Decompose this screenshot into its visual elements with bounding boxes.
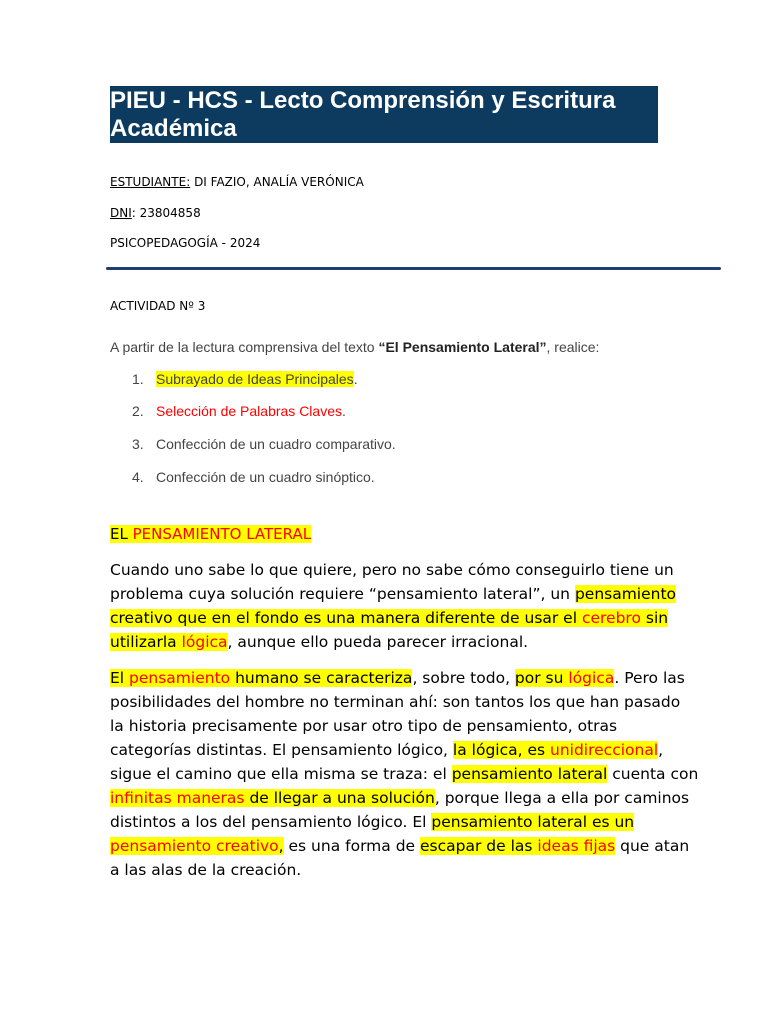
keyword-text: cerebro bbox=[581, 609, 641, 627]
text-run: , porque llega a ella por caminos bbox=[434, 789, 690, 807]
task-number: 3. bbox=[132, 436, 144, 452]
text-line bbox=[110, 858, 670, 882]
highlighted-text: El bbox=[110, 669, 130, 687]
text-line bbox=[110, 714, 670, 738]
text-line bbox=[110, 786, 690, 810]
task-item bbox=[132, 436, 396, 452]
task-end: . bbox=[353, 371, 358, 387]
highlighted-text: pensamiento lateral es un bbox=[431, 813, 635, 831]
intro-text: A partir de la lectura comprensiva del texto bbox=[110, 339, 379, 355]
dni-value: : 23804858 bbox=[131, 206, 201, 220]
highlighted-text: escapar de las bbox=[420, 837, 538, 855]
text-line bbox=[110, 738, 670, 762]
reading-heading bbox=[110, 524, 311, 544]
task-text: Subrayado de Ideas Principales bbox=[156, 371, 354, 387]
keyword-text: unidireccional bbox=[550, 741, 659, 759]
text-run: problema cuya solución requiere “pensamiento lateral”, un bbox=[110, 585, 575, 603]
highlighted-text: utilizarla bbox=[110, 633, 182, 651]
task-item bbox=[132, 371, 358, 387]
document-title bbox=[110, 86, 658, 143]
keyword-text: infinitas maneras bbox=[110, 789, 245, 807]
text-run: a las alas de la creación. bbox=[110, 861, 302, 879]
text-run: distintos a los del pensamiento lógico. El bbox=[110, 813, 432, 831]
text-run: cuenta con bbox=[607, 765, 699, 783]
keyword-text: lógica bbox=[568, 669, 615, 687]
task-text: Confección de un cuadro comparativo. bbox=[156, 436, 396, 452]
intro-text-end: , realice: bbox=[546, 339, 600, 355]
text-run: la historia precisamente por usar otro tipo de pensamiento, otras bbox=[110, 717, 618, 735]
text-line bbox=[110, 666, 685, 690]
heading-el: EL bbox=[110, 525, 133, 543]
highlighted-text: de llegar a una solución bbox=[244, 789, 435, 807]
task-number: 4. bbox=[132, 469, 144, 485]
highlighted-text: por su bbox=[514, 669, 569, 687]
text-run: posibilidades del hombre no terminan ahí: son tantos los que han pasado bbox=[110, 693, 681, 711]
highlighted-text: pensamiento lateral bbox=[451, 765, 608, 783]
section-divider bbox=[106, 267, 721, 270]
highlighted-text: sin bbox=[640, 609, 669, 627]
keyword-text: pensamiento creativo bbox=[110, 837, 279, 855]
text-run: . Pero las bbox=[614, 669, 685, 687]
student-line bbox=[110, 175, 364, 189]
title-line-2: Académica bbox=[110, 115, 237, 142]
highlighted-text: , bbox=[278, 837, 284, 855]
student-name: DI FAZIO, ANALÍA VERÓNICA bbox=[194, 175, 364, 189]
paragraph-2 bbox=[110, 666, 699, 882]
text-line bbox=[110, 630, 670, 654]
text-run: Cuando uno sabe lo que quiere, pero no sabe cómo conseguirlo tiene un bbox=[110, 561, 674, 579]
task-text: Confección de un cuadro sinóptico. bbox=[156, 469, 375, 485]
text-line bbox=[110, 834, 690, 858]
highlighted-text: pensamiento bbox=[574, 585, 677, 603]
text-run: , bbox=[658, 741, 664, 759]
paragraph-1 bbox=[110, 558, 677, 654]
dni-line bbox=[110, 206, 201, 220]
text-line bbox=[110, 690, 681, 714]
keyword-text: lógica bbox=[181, 633, 228, 651]
task-item bbox=[132, 403, 346, 419]
text-run: , aunque ello pueda parecer irracional. bbox=[227, 633, 529, 651]
task-number: 1. bbox=[132, 371, 144, 387]
text-run: que atan bbox=[615, 837, 690, 855]
task-number: 2. bbox=[132, 403, 144, 419]
text-line bbox=[110, 810, 670, 834]
text-line bbox=[110, 582, 677, 606]
text-line bbox=[110, 558, 674, 582]
task-end: . bbox=[342, 403, 346, 419]
text-line bbox=[110, 606, 670, 630]
text-line bbox=[110, 762, 699, 786]
task-item bbox=[132, 469, 375, 485]
task-text: Selección de Palabras Claves bbox=[156, 403, 342, 419]
highlighted-text: creativo que en el fondo es una manera diferente de usar el bbox=[110, 609, 582, 627]
intro-text-title: “El Pensamiento Lateral” bbox=[378, 339, 547, 355]
dni-label: DNI bbox=[110, 206, 132, 220]
title-line-1: PIEU - HCS - Lecto Comprensión y Escritura bbox=[110, 87, 616, 114]
career-line: PSICOPEDAGOGÍA - 2024 bbox=[110, 236, 261, 250]
keyword-text: pensamiento bbox=[129, 669, 231, 687]
activity-title: ACTIVIDAD Nº 3 bbox=[110, 299, 206, 313]
keyword-text: ideas fijas bbox=[537, 837, 616, 855]
highlighted-text: la lógica, es bbox=[452, 741, 551, 759]
text-run: es una forma de bbox=[283, 837, 420, 855]
text-run: sigue el camino que ella misma se traza: el bbox=[110, 765, 452, 783]
text-run: categorías distintas. El pensamiento lógico, bbox=[110, 741, 453, 759]
student-label: ESTUDIANTE: bbox=[110, 175, 191, 189]
activity-intro bbox=[110, 339, 599, 355]
highlighted-text: humano se caracteriza bbox=[230, 669, 413, 687]
heading-title: PENSAMIENTO LATERAL bbox=[132, 525, 312, 543]
text-run: , sobre todo, bbox=[412, 669, 515, 687]
